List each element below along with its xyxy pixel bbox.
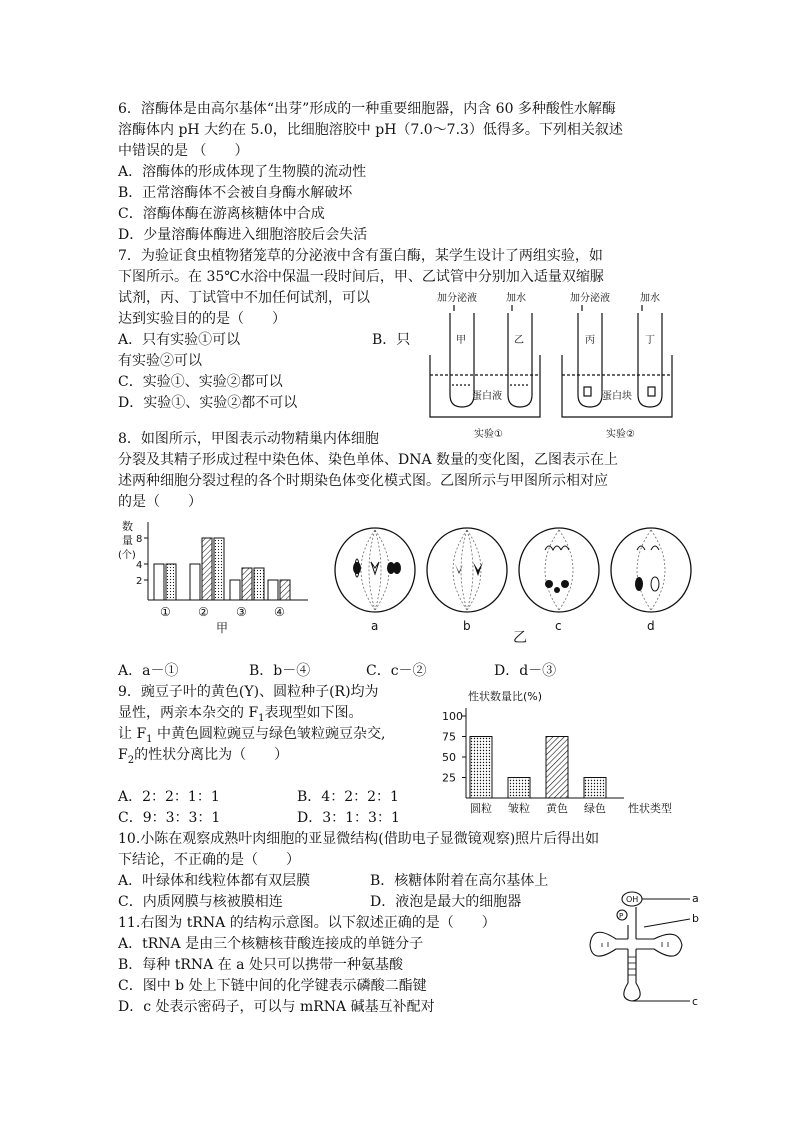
q9-stem-line-4: $F_2$的性状分离比为（ ） [118,747,289,766]
q7-label-add-secretion-2: 加分泌液 [570,293,610,304]
q11-oh-label: OH [626,895,639,904]
q8-cell-label-b: b [463,619,471,633]
q7-option-b-part2: 有实验②可以 [118,353,202,369]
q7-stem-line-4: 达到实验目的的是（ ） [118,311,286,327]
q9-chart-title: 性状数量比(%) [468,690,543,703]
q8-cell-label-c: c [555,619,562,633]
q7-stem-line-3: 试剂，丙、丁试管中不加任何试剂，可以 [118,290,370,306]
q9-option-d: D．3：1：3：1 [297,810,400,826]
q11-trna-figure [578,887,708,1009]
q7-exp2-label: 实验② [606,429,635,440]
q7-experiment-figure [422,287,682,447]
q8-cell-label-d: d [647,619,655,633]
q6-option-b: B．正常溶酶体不会被自身酶水解破坏 [118,185,353,201]
q8-stem-line-4: 的是（ ） [118,494,202,510]
q7-stem-line-1: 7．为验证食虫植物猪笼草的分泌液中含有蛋白酶，某学生设计了两组实验，如 [118,248,603,264]
q7-tube-bing: 丙 [585,335,595,346]
q8-yi-label: 乙 [513,630,527,646]
q9-trait-chart [428,686,686,820]
q8-cell-c [519,528,599,612]
q8-option-b: B．b－④ [249,663,311,679]
q7-tube-jia: 甲 [456,335,466,346]
q9-chart-ytick: 25 [442,771,456,785]
q7-protein-block-label: 蛋白块 [602,391,632,402]
q11-label-b: b [692,912,699,925]
q8-jia-group-1: ① [160,605,171,619]
q8-stem-line-3: 述两种细胞分裂过程的各个时期染色体变化模式图。乙图所示与甲图所示相对应 [118,473,608,489]
q9-option-c: C．9：3：3：1 [118,810,221,826]
q6-stem-line-3: 中错误的是 （ ） [118,143,249,159]
q9-chart-category: 皱粒 [508,802,530,815]
q9-option-a: A．2：2：1：1 [118,789,220,805]
q7-tube-yi: 乙 [514,335,524,346]
q8-cell-a [335,528,415,612]
q8-option-c: C．c－② [366,663,427,679]
q9-chart-category: 绿色 [584,802,606,815]
q6-option-d: D．少量溶酶体酶进入细胞溶胶后会失活 [118,227,368,243]
q9-chart-ytick: 100 [442,710,463,723]
q8-cell-diagrams-yi [333,522,703,646]
q7-option-a: A．只有实验①可以 [118,332,241,348]
q11-label-a: a [692,892,699,905]
q8-cell-label-a: a [371,619,379,633]
q8-jia-tick-4: 4 [136,560,143,571]
q9-chart-bar [470,737,492,799]
q9-chart-bar [584,778,606,799]
q8-stem-line-1: 8．如图所示，甲图表示动物精巢内体细胞 [118,431,379,447]
q6-option-a: A．溶酶体的形成体现了生物膜的流动性 [118,164,367,180]
q7-tube-ding: 丁 [645,335,655,346]
q9-chart-ytick: 50 [442,751,456,764]
q8-jia-group-4: ④ [274,605,285,619]
q8-option-a: A．a－① [118,663,179,679]
q9-chart-ytick: 75 [442,730,456,744]
q10-option-c: C．内质网膜与核被膜相连 [118,894,283,910]
q9-stem-line-2: 显性，两亲本杂交的 $F_1$表现型如下图。 [118,705,363,724]
q6-option-c: C．溶酶体酶在游离核糖体中合成 [118,206,325,222]
q8-jia-group-3: ③ [236,605,247,619]
q8-option-d: D．d－③ [494,663,557,679]
q7-option-c: C．实验①、实验②都可以 [118,374,283,390]
q9-chart-xlabel: 性状类型 [628,802,672,815]
q11-option-b: B．每种 tRNA 在 a 处只可以携带一种氨基酸 [118,957,403,973]
q10-option-b: B．核糖体附着在高尔基体上 [370,873,549,889]
q7-label-add-secretion-1: 加分泌液 [437,293,477,304]
q11-leader-b [644,919,690,927]
q7-protein-solution-label: 蛋白液 [472,391,502,402]
q7-option-d: D．实验①、实验②都不可以 [118,395,298,411]
q8-chart-jia [118,518,318,636]
q8-jia-ylabel-3: (个) [118,550,136,561]
q7-exp1-label: 实验① [474,429,503,440]
q7-stem-line-2: 下图所示。在 35℃水浴中保温一段时间后，甲、乙试管中分别加入适量双缩脲 [118,269,604,285]
q8-jia-ylabel-2: 量 [122,534,133,547]
q8-jia-ylabel-1: 数 [122,520,133,533]
q10-option-a: A．叶绿体和线粒体都有双层膜 [118,873,311,889]
q8-cell-b [427,528,507,612]
q11-option-c: C．图中 b 处上下链中间的化学键表示磷酸二酯键 [118,978,427,994]
q8-jia-tick-2: 2 [136,576,143,587]
q9-stem-line-3: 让 $F_1$ 中黄色圆粒豌豆与绿色皱粒豌豆杂交, [118,726,386,745]
q11-label-c: c [692,995,699,1008]
q7-label-add-water-1: 加水 [506,293,526,304]
q8-cell-d [611,528,691,612]
q10-stem-line-1: 10.小陈在观察成熟叶肉细胞的亚显微结构(借助电子显微镜观察)照片后得出如 [118,831,600,847]
q6-stem-line-2: 溶酶体内 pH 大约在 5.0，比细胞溶胶中 pH（7.0～7.3）低得多。下列相关叙述 [118,122,623,138]
q10-option-d: D．液泡是最大的细胞器 [370,894,522,910]
q7-label-add-water-2: 加水 [640,293,660,304]
q9-chart-bar [546,737,568,799]
q8-jia-title: 甲 [216,621,229,635]
q9-stem-line-1: 9．豌豆子叶的黄色(Y)、圆粒种子(R)均为 [118,684,379,700]
q8-jia-group-2: ② [198,605,209,619]
q11-option-d: D．c 处表示密码子，可以与 mRNA 碱基互补配对 [118,999,435,1015]
q11-stem-line-1: 11.右图为 tRNA 的结构示意图。以下叙述正确的是（ ） [118,915,496,931]
q7-option-b-part1: B．只 [372,332,411,348]
q8-stem-line-2: 分裂及其精子形成过程中染色体、染色单体、DNA 数量的变化图，乙图表示在上 [118,452,619,468]
q10-stem-line-2: 下结论，不正确的是（ ） [118,852,300,868]
q6-stem-line-1: 6．溶酶体是由高尔基体“出芽”形成的一种重要细胞器，内含 60 多种酸性水解酶 [118,101,616,117]
q11-option-a: A．tRNA 是由三个核糖核苷酸连接成的单链分子 [118,936,424,952]
q9-chart-category: 黄色 [546,802,568,815]
q8-jia-tick-8: 8 [136,534,143,545]
q11-p-label: P [619,912,624,920]
q9-option-b: B．4：2：2：1 [297,789,399,805]
q9-chart-bar [508,778,530,799]
q9-chart-category: 圆粒 [470,802,492,815]
